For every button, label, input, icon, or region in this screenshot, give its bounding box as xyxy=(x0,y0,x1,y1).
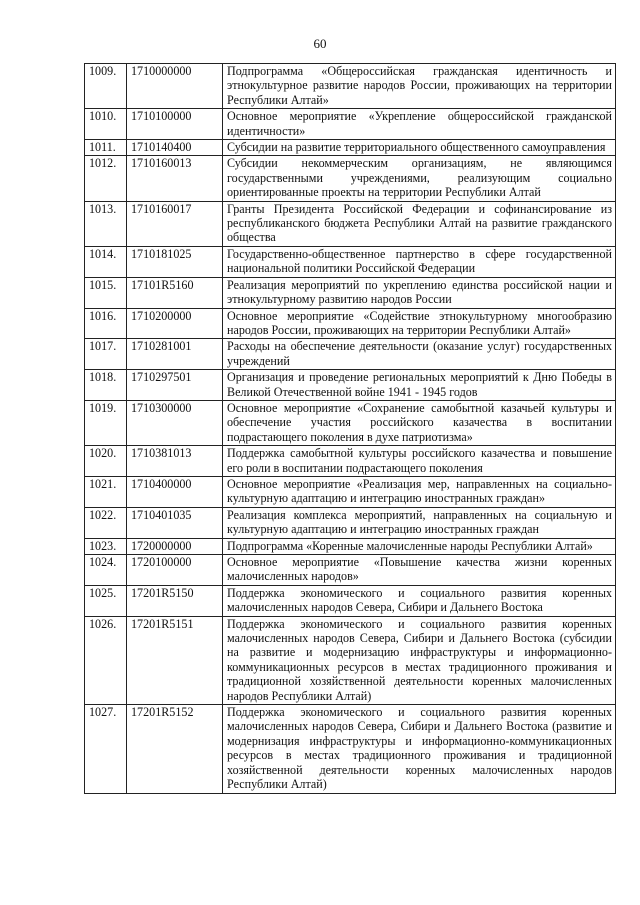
table-row xyxy=(85,64,616,109)
row-number-cell: 1026. xyxy=(85,616,127,704)
row-number-cell: 1018. xyxy=(85,370,127,401)
budget-code-cell: 1710400000 xyxy=(127,476,223,507)
table-row xyxy=(85,339,616,370)
row-number-cell: 1022. xyxy=(85,507,127,538)
table-row xyxy=(85,400,616,445)
description-cell: Реализация мероприятий по укреплению единства российской нации и этнокультурному развитию народов России xyxy=(223,277,616,308)
table-row xyxy=(85,585,616,616)
row-number-cell: 1011. xyxy=(85,140,127,156)
budget-code-cell: 1710181025 xyxy=(127,246,223,277)
description-cell: Реализация комплекса мероприятий, направленных на социальную и культурную адаптацию и интеграцию иностранных граждан xyxy=(223,507,616,538)
table-row xyxy=(85,201,616,246)
table-row xyxy=(85,140,616,156)
row-number-cell: 1014. xyxy=(85,246,127,277)
budget-code-cell: 1720000000 xyxy=(127,538,223,554)
table-row xyxy=(85,616,616,704)
table-row xyxy=(85,370,616,401)
description-cell: Подпрограмма «Коренные малочисленные народы Республики Алтай» xyxy=(223,538,616,554)
description-cell: Основное мероприятие «Сохранение самобытной казачьей культуры и обеспечение участия российского казачества в воспитании подрастающего поколения в духе патриотизма» xyxy=(223,400,616,445)
row-number-cell: 1021. xyxy=(85,476,127,507)
description-cell: Государственно-общественное партнерство в сфере государственной национальной политики Российской Федерации xyxy=(223,246,616,277)
table-row xyxy=(85,507,616,538)
budget-code-cell: 1710160013 xyxy=(127,156,223,201)
description-cell: Субсидии на развитие территориального общественного самоуправления xyxy=(223,140,616,156)
budget-code-cell: 17201R5151 xyxy=(127,616,223,704)
row-number-cell: 1009. xyxy=(85,64,127,109)
budget-code-cell: 1710000000 xyxy=(127,64,223,109)
table-body xyxy=(85,64,616,794)
description-cell: Поддержка самобытной культуры российского казачества и повышение его роли в воспитании подрастающего поколения xyxy=(223,446,616,477)
budget-code-cell: 1710401035 xyxy=(127,507,223,538)
description-cell: Поддержка экономического и социального развития коренных малочисленных народов Севера, Сибири и Дальнего Востока (субсидии на развитие и модернизацию инфраструктуры и информационно-коммуникационных ресурсов в местах традиционного проживания и традиционной хозяйственной деятельности коренных малочисленных народов Республики Алтай) xyxy=(223,616,616,704)
row-number-cell: 1019. xyxy=(85,400,127,445)
row-number-cell: 1024. xyxy=(85,555,127,586)
description-cell: Организация и проведение региональных мероприятий к Дню Победы в Великой Отечественной войне 1941 - 1945 годов xyxy=(223,370,616,401)
row-number-cell: 1025. xyxy=(85,585,127,616)
budget-code-cell: 17201R5152 xyxy=(127,705,223,793)
description-cell: Основное мероприятие «Реализация мер, направленных на социально-культурную адаптацию и интеграцию иностранных граждан» xyxy=(223,476,616,507)
table-row xyxy=(85,246,616,277)
description-cell: Поддержка экономического и социального развития коренных малочисленных народов Севера, Сибири и Дальнего Востока (развитие и модернизация инфраструктуры и информационно-коммуникационных ресурсов в местах традиционного проживания и традиционной хозяйственной деятельности коренных малочисленных народов Республики Алтай) xyxy=(223,705,616,793)
table-row xyxy=(85,476,616,507)
budget-code-cell: 1710297501 xyxy=(127,370,223,401)
row-number-cell: 1016. xyxy=(85,308,127,339)
description-cell: Субсидии некоммерческим организациям, не являющимся государственными учреждениями, реализующим социально ориентированные проекты на территории Республики Алтай xyxy=(223,156,616,201)
table-row xyxy=(85,538,616,554)
row-number-cell: 1027. xyxy=(85,705,127,793)
row-number-cell: 1017. xyxy=(85,339,127,370)
table-row xyxy=(85,109,616,140)
table-row xyxy=(85,277,616,308)
description-cell: Поддержка экономического и социального развития коренных малочисленных народов Севера, Сибири и Дальнего Востока xyxy=(223,585,616,616)
description-cell: Подпрограмма «Общероссийская гражданская идентичность и этнокультурное развитие народов России, проживающих на территории Республики Алтай» xyxy=(223,64,616,109)
row-number-cell: 1023. xyxy=(85,538,127,554)
budget-code-cell: 1710160017 xyxy=(127,201,223,246)
row-number-cell: 1013. xyxy=(85,201,127,246)
row-number-cell: 1015. xyxy=(85,277,127,308)
row-number-cell: 1012. xyxy=(85,156,127,201)
page-number: 60 xyxy=(313,36,327,51)
table-row xyxy=(85,705,616,793)
budget-classification-table xyxy=(84,63,616,794)
description-cell: Гранты Президента Российской Федерации и софинансирование из республиканского бюджета Республики Алтай на развитие гражданского общества xyxy=(223,201,616,246)
budget-code-cell: 17101R5160 xyxy=(127,277,223,308)
table-row xyxy=(85,308,616,339)
budget-code-cell: 1710381013 xyxy=(127,446,223,477)
budget-code-cell: 1710200000 xyxy=(127,308,223,339)
budget-code-cell: 1710281001 xyxy=(127,339,223,370)
row-number-cell: 1020. xyxy=(85,446,127,477)
table-row xyxy=(85,446,616,477)
row-number-cell: 1010. xyxy=(85,109,127,140)
budget-code-cell: 1720100000 xyxy=(127,555,223,586)
budget-code-cell: 1710140400 xyxy=(127,140,223,156)
description-cell: Основное мероприятие «Содействие этнокультурному многообразию народов России, проживающих на территории Республики Алтай» xyxy=(223,308,616,339)
table-row xyxy=(85,555,616,586)
budget-code-cell: 1710100000 xyxy=(127,109,223,140)
description-cell: Основное мероприятие «Повышение качества жизни коренных малочисленных народов» xyxy=(223,555,616,586)
budget-code-cell: 1710300000 xyxy=(127,400,223,445)
budget-code-cell: 17201R5150 xyxy=(127,585,223,616)
description-cell: Основное мероприятие «Укрепление общероссийской гражданской идентичности» xyxy=(223,109,616,140)
description-cell: Расходы на обеспечение деятельности (оказание услуг) государственных учреждений xyxy=(223,339,616,370)
table-row xyxy=(85,156,616,201)
